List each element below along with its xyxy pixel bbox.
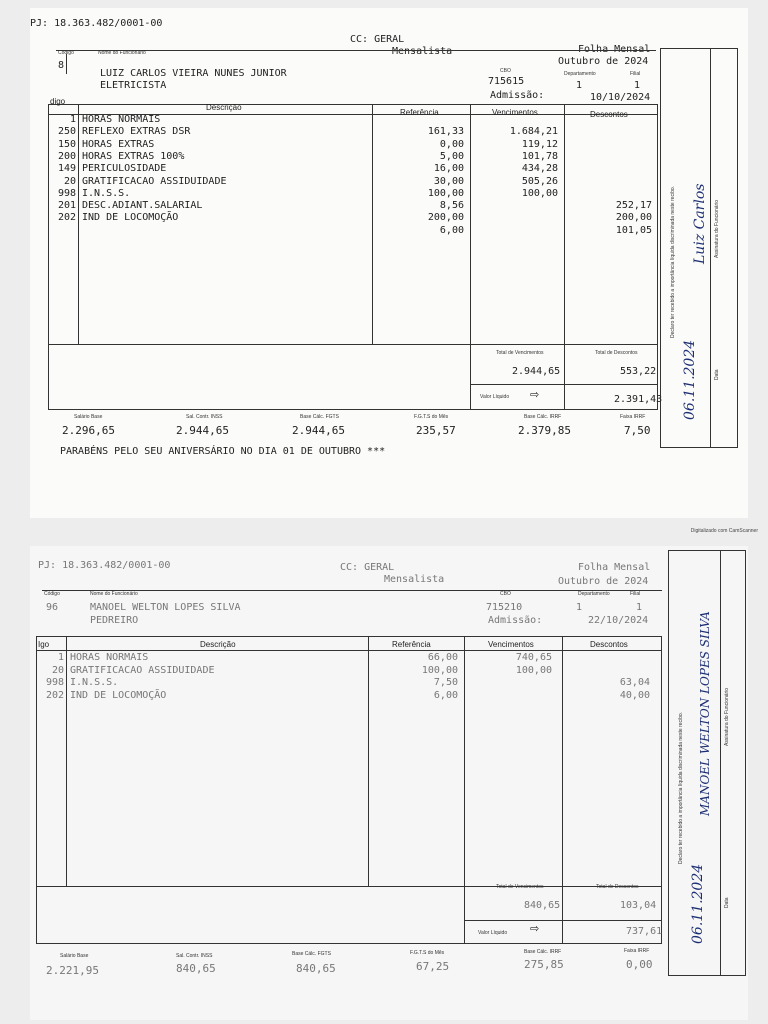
inss-base: 2.944,65 [176, 424, 229, 437]
slip-title: Folha Mensal [578, 44, 651, 55]
col-code: digo [50, 97, 66, 106]
label-irrf-base: Base Cálc. IRRF [524, 414, 562, 420]
signature-date: 06.11.2024 [682, 339, 698, 420]
label-branch: Filial [630, 71, 641, 77]
item-earning: 100,00 [515, 664, 552, 676]
item-reference: 200,00 [427, 212, 464, 224]
employee-code: 8 [58, 60, 65, 71]
employee-code: 96 [46, 602, 59, 613]
department-value: 1 [576, 80, 583, 91]
item-reference: 100,00 [421, 664, 458, 676]
label-total-deductions: Total de Descontos [595, 350, 638, 356]
employee-signature: Luiz Carlos [692, 183, 708, 264]
item-description: REFLEXO EXTRAS DSR [82, 126, 191, 138]
item-code: 202 [57, 212, 76, 224]
label-department: Departamento [564, 71, 596, 77]
receipt-declaration: Declaro ter recebido a importância líquida discriminada neste recibo. [678, 711, 684, 864]
branch-value: 1 [634, 80, 641, 91]
label-irrf-base: Base Cálc. IRRF [524, 949, 562, 955]
label-irrf-bracket: Faixa IRRF [624, 948, 650, 954]
label-fgts-month: F.G.T.S do Mês [410, 950, 445, 956]
header-rule [56, 50, 656, 51]
label-signature: Assinatura do Funcionário [724, 687, 730, 746]
item-earning: 740,65 [515, 652, 552, 663]
item-earning: 434,28 [521, 163, 558, 175]
label-branch: Filial [630, 591, 641, 597]
arrow-right-icon: ⇨ [530, 388, 540, 401]
admission-date: 22/10/2024 [588, 615, 649, 626]
item-code: 150 [57, 138, 76, 150]
fgts-base: 840,65 [296, 962, 336, 975]
total-earnings: 2.944,65 [512, 366, 561, 377]
item-description: GRATIFICACAO ASSIDUIDADE [82, 175, 227, 187]
item-earning: 100,00 [521, 187, 558, 199]
employer-cnpj: PJ: 18.363.482/0001-00 [30, 18, 163, 29]
fgts-month: 67,25 [416, 960, 450, 973]
item-description: PERICULOSIDADE [82, 163, 167, 175]
item-reference: 100,00 [427, 187, 464, 199]
col-code: Igo [38, 640, 50, 649]
birthday-message: PARABÉNS PELO SEU ANIVERSÁRIO NO DIA 01 DE OUTUBRO *** [60, 446, 386, 457]
fgts-month: 235,57 [416, 424, 456, 437]
item-reference: 7,50 [433, 677, 458, 688]
slip-title: Folha Mensal [578, 562, 651, 573]
item-deduction: 63,04 [619, 677, 650, 688]
col-reference: Referência [400, 108, 439, 117]
item-code: 200 [57, 150, 76, 162]
admission-date: 10/10/2024 [590, 92, 651, 103]
item-deduction: 40,00 [619, 689, 650, 701]
irrf-base: 275,85 [524, 958, 564, 971]
item-earning: 505,26 [521, 175, 558, 187]
arrow-right-icon: ⇨ [530, 922, 540, 935]
employer-cnpj: PJ: 18.363.482/0001-00 [38, 560, 171, 571]
col-reference: Referência [392, 640, 431, 649]
label-fgts-base: Base Cálc. FGTS [300, 414, 339, 420]
label-department: Departamento [578, 591, 610, 597]
payslip-1 [30, 8, 748, 518]
col-earnings: Vencimentos [488, 640, 534, 649]
item-code: 1 [57, 652, 64, 663]
item-description: HORAS NORMAIS [70, 652, 149, 663]
col-description: Descrição [206, 103, 242, 112]
cost-center: CC: GERAL [340, 562, 395, 573]
label-code: Código [44, 591, 60, 597]
cbo-value: 715210 [486, 602, 523, 613]
item-description: I.N.S.S. [82, 187, 131, 199]
label-irrf-bracket: Faixa IRRF [620, 414, 646, 420]
employee-name: MANOEL WELTON LOPES SILVA [90, 602, 241, 613]
item-reference: 5,00 [439, 150, 464, 162]
item-reference: 0,00 [439, 138, 464, 150]
label-cbo: CBO [500, 68, 511, 74]
item-description: DESC.ADIANT.SALARIAL [82, 200, 203, 212]
item-earning: 101,78 [521, 150, 558, 162]
label-base-salary: Salário Base [74, 414, 103, 420]
label-code: Código [58, 50, 74, 56]
total-deductions: 553,22 [620, 366, 657, 377]
slip-period: Outubro de 2024 [558, 576, 649, 587]
label-base-salary: Salário Base [60, 953, 89, 959]
item-reference: 8,56 [439, 200, 464, 212]
item-deduction: 252,17 [615, 200, 652, 212]
inss-base: 840,65 [176, 962, 216, 975]
irrf-base: 2.379,85 [518, 424, 571, 437]
net-pay: 2.391,43 [614, 394, 663, 405]
col-deductions: Descontos [590, 640, 628, 649]
item-description: GRATIFICACAO ASSIDUIDADE [70, 664, 215, 676]
item-reference: 16,00 [433, 163, 464, 175]
irrf-bracket: 7,50 [624, 424, 651, 437]
item-deduction: 101,05 [615, 224, 652, 236]
label-inss-base: Sal. Contr. INSS [176, 953, 213, 959]
item-deduction: 200,00 [615, 212, 652, 224]
item-code: 998 [57, 187, 76, 199]
payslip-2 [30, 546, 748, 1020]
label-net-pay: Valor Líquido [478, 930, 508, 936]
cbo-value: 715615 [488, 76, 525, 87]
col-description: Descrição [200, 640, 236, 649]
label-date: Data [724, 897, 730, 908]
employee-signature: MANOEL WELTON LOPES SILVA [698, 611, 712, 816]
item-earning: 1.684,21 [509, 126, 558, 138]
net-pay: 737,61 [626, 926, 663, 937]
item-description: HORAS EXTRAS 100% [82, 150, 185, 162]
receipt-declaration: Declaro ter recebido a importância líquida discriminada neste recibo. [670, 185, 676, 338]
col-earnings: Vencimentos [492, 108, 538, 117]
label-total-earnings: Total de Vencimentos [496, 350, 544, 356]
employee-name: LUIZ CARLOS VIEIRA NUNES JUNIOR [100, 68, 287, 79]
label-total-earnings: Total de Vencimentos [496, 884, 544, 890]
item-description: IND DE LOCOMOÇÃO [70, 689, 167, 701]
item-reference: 6,00 [439, 224, 464, 236]
item-reference: 66,00 [427, 652, 458, 663]
branch-value: 1 [636, 602, 643, 613]
item-code: 202 [45, 689, 64, 701]
label-fgts-base: Base Cálc. FGTS [292, 951, 331, 957]
label-inss-base: Sal. Contr. INSS [186, 414, 223, 420]
item-description: I.N.S.S. [70, 677, 119, 688]
item-code: 20 [63, 175, 76, 187]
label-employee-name: Nome do Funcionário [90, 591, 138, 597]
item-description: HORAS EXTRAS [82, 138, 155, 150]
fgts-base: 2.944,65 [292, 424, 345, 437]
cost-center: CC: GERAL [350, 34, 405, 45]
signature-date: 06.11.2024 [690, 863, 706, 944]
total-earnings: 840,65 [524, 900, 561, 911]
col-deductions: Descontos [590, 110, 628, 119]
employee-role: PEDREIRO [90, 615, 139, 626]
label-fgts-month: F.G.T.S do Mês [414, 414, 449, 420]
label-net-pay: Valor Líquido [480, 394, 510, 400]
item-code: 250 [57, 126, 76, 138]
label-signature: Assinatura do Funcionário [714, 199, 720, 258]
admission-label: Admissão: [490, 90, 545, 101]
item-code: 201 [57, 200, 76, 212]
slip-period: Outubro de 2024 [558, 56, 649, 67]
admission-label: Admissão: [488, 615, 543, 626]
item-code: 149 [57, 163, 76, 175]
item-code: 1 [69, 114, 76, 125]
employee-role: ELETRICISTA [100, 80, 167, 91]
irrf-bracket: 0,00 [626, 958, 653, 971]
item-description: IND DE LOCOMOÇÃO [82, 212, 179, 224]
label-employee-name: Nome do Funcionário [98, 50, 146, 56]
base-salary: 2.221,95 [46, 964, 99, 977]
item-code: 20 [51, 664, 64, 676]
item-code: 998 [45, 677, 64, 688]
item-reference: 161,33 [427, 126, 464, 138]
item-earning: 119,12 [521, 138, 558, 150]
pay-type: Mensalista [384, 574, 445, 585]
item-description: HORAS NORMAIS [82, 114, 161, 125]
base-salary: 2.296,65 [62, 424, 115, 437]
item-reference: 30,00 [433, 175, 464, 187]
label-cbo: CBO [500, 591, 511, 597]
items-table [48, 104, 658, 410]
department-value: 1 [576, 602, 583, 613]
pay-type: Mensalista [392, 46, 453, 57]
total-deductions: 103,04 [620, 900, 657, 911]
item-reference: 6,00 [433, 689, 458, 701]
label-date: Data [714, 369, 720, 380]
scanner-watermark: Digitalizado com CamScanner [690, 528, 758, 534]
label-total-deductions: Total de Descontos [596, 884, 639, 890]
